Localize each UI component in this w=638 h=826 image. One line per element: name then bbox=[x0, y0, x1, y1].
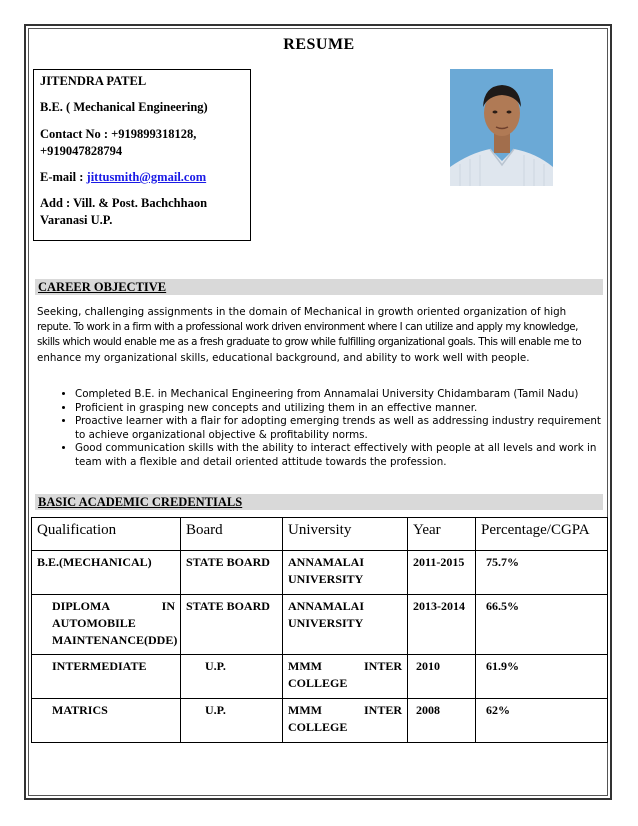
profile-photo bbox=[450, 69, 553, 186]
address-line-2: Varanasi U.P. bbox=[40, 213, 113, 227]
year-cell: 2008 bbox=[408, 699, 476, 743]
career-objective-line-2: repute. To work in a firm with a professional work driven environment where I can utilize and apply my knowledge, bbox=[37, 321, 578, 333]
column-header: Year bbox=[408, 518, 476, 551]
percentage-cell: 62% bbox=[476, 699, 608, 743]
qualification-cell: B.E.(MECHANICAL) bbox=[32, 551, 181, 595]
list-item: • Proficient in grasping new concepts and utilizing them in an effective manner. bbox=[75, 402, 603, 416]
table-row bbox=[32, 655, 608, 699]
candidate-name: JITENDRA PATEL bbox=[40, 74, 147, 88]
academic-credentials-table bbox=[31, 517, 608, 743]
academic-credentials-heading: BASIC ACADEMIC CREDENTIALS bbox=[35, 494, 603, 510]
university-cell: MMM INTER COLLEGE bbox=[283, 699, 408, 743]
board-cell: STATE BOARD bbox=[181, 595, 283, 655]
email-link[interactable]: jittusmith@gmail.com bbox=[86, 170, 207, 184]
table-header-row bbox=[32, 518, 608, 551]
column-header: Percentage/CGPA bbox=[476, 518, 608, 551]
percentage-cell: 66.5% bbox=[476, 595, 608, 655]
percentage-cell: 75.7% bbox=[476, 551, 608, 595]
table-row bbox=[32, 699, 608, 743]
list-item: • Completed B.E. in Mechanical Engineering from Annamalai University Chidambaram (Tamil Nadu) bbox=[75, 388, 603, 402]
university-cell: ANNAMALAI UNIVERSITY bbox=[283, 551, 408, 595]
year-cell: 2010 bbox=[408, 655, 476, 699]
career-objective-heading: CAREER OBJECTIVE bbox=[35, 279, 603, 295]
career-objective-line-1: Seeking, challenging assignments in the domain of Mechanical in growth oriented organization of high bbox=[37, 306, 567, 318]
table-row bbox=[32, 551, 608, 595]
university-cell: ANNAMALAI UNIVERSITY bbox=[283, 595, 408, 655]
year-cell: 2011-2015 bbox=[408, 551, 476, 595]
qualification-cell: MATRICS bbox=[32, 699, 181, 743]
column-header: Qualification bbox=[32, 518, 181, 551]
resume-title: RESUME bbox=[283, 36, 355, 53]
contact-number-2: +919047828794 bbox=[40, 144, 123, 158]
contact-number-1: Contact No : +919899318128, bbox=[40, 127, 197, 141]
column-header: Board bbox=[181, 518, 283, 551]
address-line-1: Add : Vill. & Post. Bachchhaon bbox=[40, 196, 208, 210]
percentage-cell: 61.9% bbox=[476, 655, 608, 699]
contact-box bbox=[33, 69, 251, 241]
career-objective-line-3: skills which would enable me as a fresh graduate to grow while fulfilling organizational goals. This will enable me to bbox=[37, 336, 582, 348]
list-item: • Proactive learner with a flair for adopting emerging trends as well as addressing industry requirement to achieve organizational objective & profitability norms. bbox=[75, 415, 603, 442]
degree: B.E. ( Mechanical Engineering) bbox=[40, 100, 208, 114]
email-row bbox=[40, 170, 206, 185]
table-row bbox=[32, 595, 608, 655]
university-cell: MMM INTER COLLEGE bbox=[283, 655, 408, 699]
career-objective-line-4: enhance my organizational skills, educational background, and ability to work well with people. bbox=[37, 352, 530, 364]
board-cell: STATE BOARD bbox=[181, 551, 283, 595]
year-cell: 2013-2014 bbox=[408, 595, 476, 655]
qualification-cell: INTERMEDIATE bbox=[32, 655, 181, 699]
column-header: University bbox=[283, 518, 408, 551]
list-item: • Good communication skills with the ability to interact effectively with people at all levels and work in team with a flexible and detail oriented attitude towards the profession. bbox=[75, 442, 603, 469]
email-label: E-mail : bbox=[40, 170, 84, 184]
objective-bullet-list bbox=[37, 388, 603, 469]
board-cell: U.P. bbox=[181, 699, 283, 743]
qualification-cell: DIPLOMA IN AUTOMOBILE MAINTENANCE(DDE) bbox=[32, 595, 181, 655]
board-cell: U.P. bbox=[181, 655, 283, 699]
